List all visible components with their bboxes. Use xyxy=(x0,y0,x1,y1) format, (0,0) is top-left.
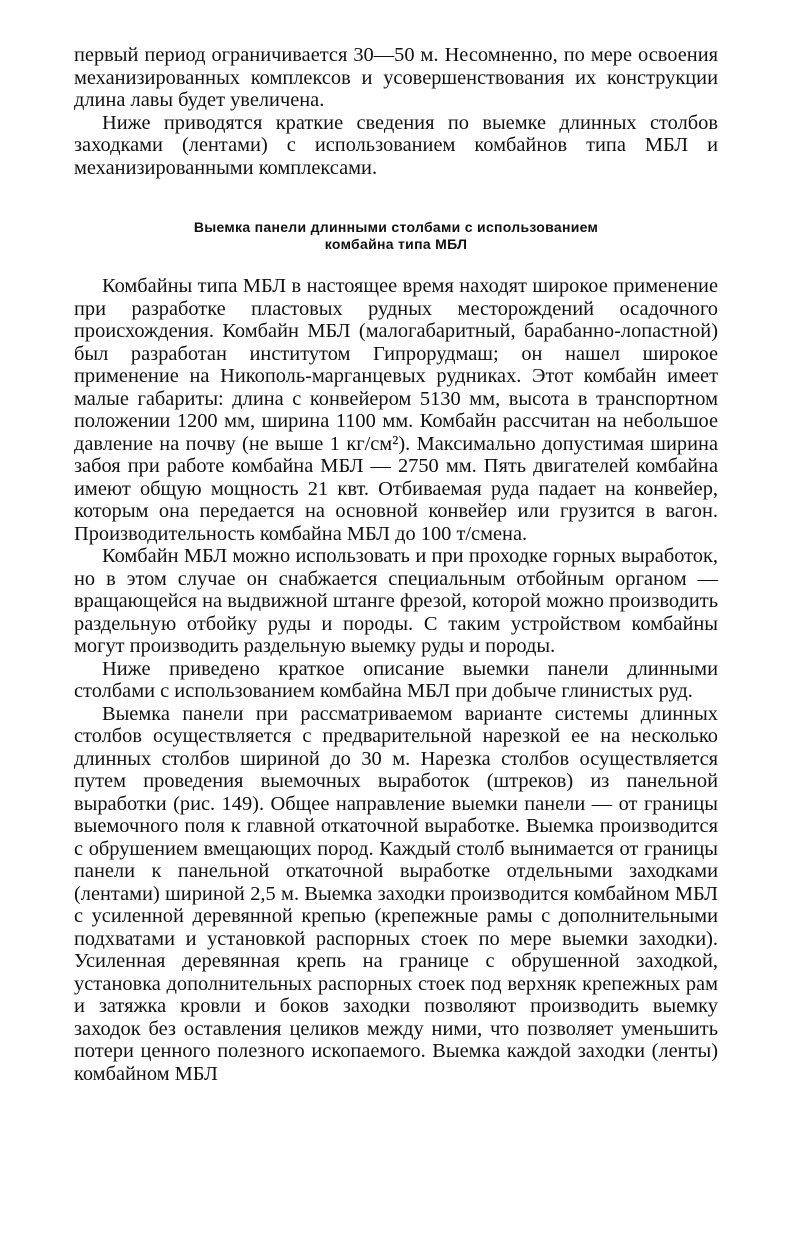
paragraph-combine-usage: Комбайн МБЛ можно использовать и при проходке горных выработок, но в этом случае он снабжается специальным отбойным органом — вращающейся на выдвижной штанге фрезой, которой можно производить раздельную отбойку руды и породы. С таким устройством комбайны могут производить раздельную выемку руды и породы. xyxy=(74,545,718,657)
paragraph-panel-extraction: Выемка панели при рассматриваемом варианте системы длинных столбов осуществляется с предварительной нарезкой ее на несколько длинных столбов шириной до 30 м. Нарезка столбов осуществляется путем проведения выемочных выработок (штреков) из панельной выработки (рис. 149). Общее направление выемки панели — от границы выемочного поля к главной откаточной выработке. Выемка производится с обрушением вмещающих пород. Каждый столб вынимается от границы панели к панельной откаточной выработке отдельными заходками (лентами) шириной 2,5 м. Выемка заходки производится комбайном МБЛ с усиленной деревянной крепью (крепежные рамы с дополнительными подхватами и установкой распорных стоек по мере выемки заходки). Усиленная деревянная крепь на границе с обрушенной заходкой, установка дополнительных распорных стоек под верхняк крепежных рам и затяжка кровли и боков заходки позволяют производить выемку заходок без оставления целиков между ними, что позволяет уменьшить потери ценного полезного ископаемого. Выемка каждой заходки (ленты) комбайном МБЛ xyxy=(74,702,718,1085)
section-heading xyxy=(74,219,718,253)
paragraph-description-intro: Ниже приведено краткое описание выемки панели длинными столбами с использованием комбайна МБЛ при добыче глинистых руд. xyxy=(74,657,718,702)
section-heading-line2: комбайна типа МБЛ xyxy=(324,236,468,252)
section-heading-line1: Выемка панели длинными столбами с использованием xyxy=(193,219,599,235)
paragraph-intro-summary: Ниже приводятся краткие сведения по выемке длинных столбов заходками (лентами) с использованием комбайнов типа МБЛ и механизированными комплексами. xyxy=(74,111,718,179)
paragraph-intro-continuation: первый период ограничивается 30—50 м. Несомненно, по мере освоения механизированных комплексов и усовершенствования их конструкции длина лавы будет увеличена. xyxy=(74,44,718,111)
paragraph-combine-description: Комбайны типа МБЛ в настоящее время находят широкое применение при разработке пластовых рудных месторождений осадочного происхождения. Комбайн МБЛ (малогабаритный, барабанно-лопастной) был разработан институтом Гипрорудмаш; он нашел широкое применение на Никополь-марганцевых рудниках. Этот комбайн имеет малые габариты: длина с конвейером 5130 мм, высота в транспортном положении 1200 мм, ширина 1100 мм. Комбайн рассчитан на небольшое давление на почву (не выше 1 кг/см²). Максимально допустимая ширина забоя при работе комбайна МБЛ — 2750 мм. Пять двигателей комбайна имеют общую мощность 21 квт. Отбиваемая руда падает на конвейер, которым она передается на основной конвейер или грузится в вагон. Производительность комбайна МБЛ до 100 т/смена. xyxy=(74,275,718,545)
document-page xyxy=(74,44,718,1085)
